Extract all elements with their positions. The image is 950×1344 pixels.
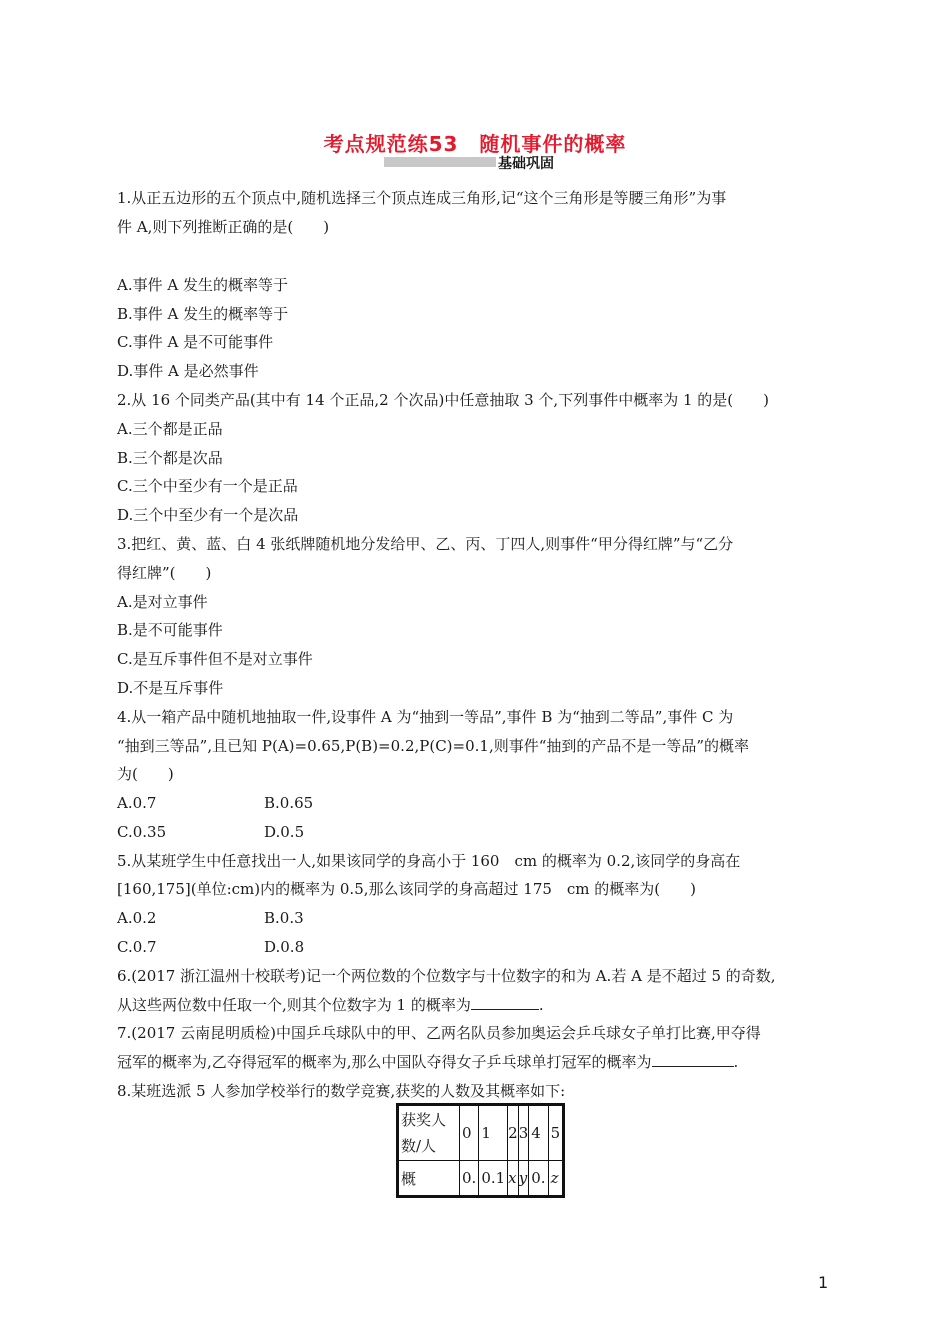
question-2-option-a: A.三个都是正品 bbox=[117, 420, 223, 438]
question-4-line-2: “抽到三等品”,且已知 P(A)=0.65,P(B)=0.2,P(C)=0.1,则事件“抽到的产品不是一等品”的概率 bbox=[117, 737, 750, 755]
question-7-line-1: 7.(2017 云南昆明质检)中国乒乓球队中的甲、乙两名队员参加奥运会乒乓球女子单打比赛,甲夺得 bbox=[117, 1024, 761, 1042]
table-cell: 5 bbox=[548, 1105, 564, 1161]
question-2-option-c: C.三个中至少有一个是正品 bbox=[117, 477, 298, 495]
question-3-line-1: 3.把红、黄、蓝、白 4 张纸牌随机地分发给甲、乙、丙、丁四人,则事件“甲分得红牌”与“乙分 bbox=[117, 535, 734, 553]
award-probability-table bbox=[396, 1103, 565, 1198]
question-1-option-d: D.事件 A 是必然事件 bbox=[117, 362, 259, 380]
question-5-option-c: C.0.7 bbox=[117, 938, 157, 956]
answer-blank bbox=[471, 995, 539, 1010]
question-5-line-1: 5.从某班学生中任意找出一人,如果该同学的身高小于 160 cm 的概率为 0.2,该同学的身高在 bbox=[117, 852, 741, 870]
table-cell: 1 bbox=[479, 1105, 508, 1161]
question-4-option-d: D.0.5 bbox=[264, 823, 305, 841]
question-6-line-2 bbox=[117, 995, 544, 1015]
table-row bbox=[398, 1105, 564, 1161]
question-7-line-2 bbox=[117, 1052, 738, 1072]
section-heading: 基础巩固 bbox=[498, 156, 554, 172]
question-2-option-b: B.三个都是次品 bbox=[117, 449, 223, 467]
question-4-line-1: 4.从一箱产品中随机地抽取一件,设事件 A 为“抽到一等品”,事件 B 为“抽到二等品”,事件 C 为 bbox=[117, 708, 734, 726]
question-3-option-b: B.是不可能事件 bbox=[117, 621, 223, 639]
question-4-option-c: C.0.35 bbox=[117, 823, 167, 841]
question-3-option-d: D.不是互斥事件 bbox=[117, 679, 224, 697]
table-cell: y bbox=[518, 1161, 529, 1197]
table-cell: z bbox=[548, 1161, 564, 1197]
question-6-end: . bbox=[538, 996, 544, 1014]
question-5-option-a: A.0.2 bbox=[117, 909, 157, 927]
question-4-option-b: B.0.65 bbox=[264, 794, 314, 812]
table-cell: x bbox=[508, 1161, 519, 1197]
question-7-text: 冠军的概率为,乙夺得冠军的概率为,那么中国队夺得女子乒乓球单打冠军的概率为 bbox=[117, 1053, 652, 1071]
page-number: 1 bbox=[818, 1273, 829, 1292]
table-cell: 0. bbox=[529, 1161, 548, 1197]
answer-blank bbox=[652, 1052, 734, 1067]
table-row bbox=[398, 1161, 564, 1197]
question-1-option-b: B.事件 A 发生的概率等于 bbox=[117, 305, 289, 323]
table-cell: 0 bbox=[460, 1105, 479, 1161]
question-2-line-1: 2.从 16 个同类产品(其中有 14 个正品,2 个次品)中任意抽取 3 个,下列事件中概率为 1 的是( ) bbox=[117, 391, 769, 409]
question-4-option-a: A.0.7 bbox=[117, 794, 157, 812]
question-3-option-a: A.是对立事件 bbox=[117, 593, 208, 611]
page-title: 考点规范练53 随机事件的概率 bbox=[323, 132, 627, 156]
question-1-line-2: 件 A,则下列推断正确的是( ) bbox=[117, 218, 330, 236]
table-cell: 3 bbox=[518, 1105, 529, 1161]
section-bar bbox=[384, 157, 496, 167]
question-1-option-c: C.事件 A 是不可能事件 bbox=[117, 333, 274, 351]
table-cell: 4 bbox=[529, 1105, 548, 1161]
table-cell: 0. bbox=[460, 1161, 479, 1197]
table-cell: 0.1 bbox=[479, 1161, 508, 1197]
table-header-cell: 获奖人数/人 bbox=[398, 1105, 460, 1161]
question-6-line-1: 6.(2017 浙江温州十校联考)记一个两位数的个位数字与十位数字的和为 A.若 A 是不超过 5 的奇数, bbox=[117, 967, 776, 985]
question-2-option-d: D.三个中至少有一个是次品 bbox=[117, 506, 299, 524]
table-cell: 2 bbox=[508, 1105, 519, 1161]
question-5-option-b: B.0.3 bbox=[264, 909, 304, 927]
question-4-line-3: 为( ) bbox=[117, 765, 174, 783]
question-7-end: . bbox=[733, 1053, 739, 1071]
question-8-line-1: 8.某班选派 5 人参加学校举行的数学竞赛,获奖的人数及其概率如下: bbox=[117, 1082, 566, 1100]
question-3-option-c: C.是互斥事件但不是对立事件 bbox=[117, 650, 313, 668]
table-header-cell: 概 bbox=[398, 1161, 460, 1197]
question-5-option-d: D.0.8 bbox=[264, 938, 305, 956]
question-1-line-1: 1.从正五边形的五个顶点中,随机选择三个顶点连成三角形,记“这个三角形是等腰三角形”为事 bbox=[117, 189, 727, 207]
question-5-line-2: [160,175](单位:cm)内的概率为 0.5,那么该同学的身高超过 175 cm 的概率为( ) bbox=[117, 880, 697, 898]
question-3-line-2: 得红牌”( ) bbox=[117, 564, 212, 582]
question-1-option-a: A.事件 A 发生的概率等于 bbox=[117, 276, 288, 294]
question-6-text: 从这些两位数中任取一个,则其个位数字为 1 的概率为 bbox=[117, 996, 471, 1014]
